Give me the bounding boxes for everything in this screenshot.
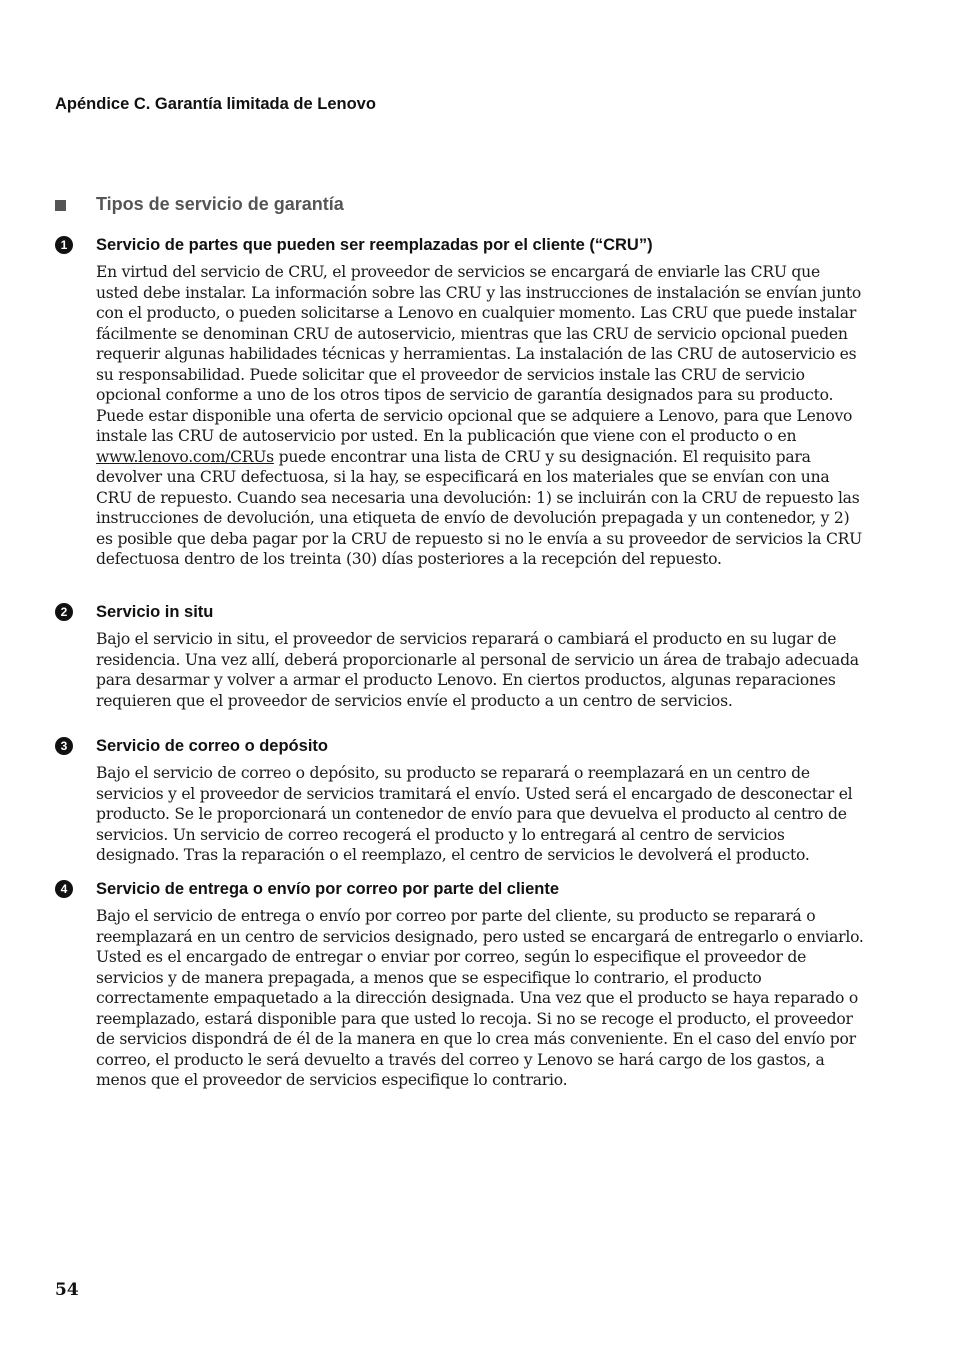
item-body: Bajo el servicio de entrega o envío por correo por parte del cliente, su producto se reparará o reemplazará en un centro de servicios designado, pero usted se encargará de entregarlo o enviarlo. Usted es el encargado de entregar o enviar por correo, según lo especifique el proveedor de servicios y de manera prepagada, a menos que se especifique lo contrario, el producto correctamente empaquetado a la dirección designada. Una vez que el producto se haya reparado o reemplazado, estará disponible para que usted lo recoja. Si no se recoge el producto, el proveedor de servicios dispondrá de él de la manera en que lo crea más conveniente. En el caso del envío por correo, el producto le será devuelto a través del correo y Lenovo se hará cargo de los gastos, a menos que el proveedor de servicios especifique lo contrario. (96, 907, 864, 1089)
item-title (60, 878, 866, 900)
service-item-cru (60, 234, 866, 570)
service-item-mail-depot (60, 735, 866, 866)
number-4-icon: 4 (55, 880, 73, 898)
number-3-icon: 3 (55, 737, 73, 755)
page-number: 54 (55, 1280, 79, 1300)
body-text-part: En virtud del servicio de CRU, el proveedor de servicios se encargará de enviarle las CRU que usted debe instalar. La información sobre las CRU y las instrucciones de instalación se envían junto con el producto, o pueden solicitarse a Lenovo en cualquier momento. Las CRU que puede instalar fácilmente se denominan CRU de autoservicio, mientras que las CRU de servicio opcional pueden requerir algunas habilidades técnicas y herramientas. La instalación de las CRU de autoservicio es su responsabilidad. Puede solicitar que el proveedor de servicios instale las CRU de servicio opcional conforme a uno de los otros tipos de servicio de garantía designados para su producto. Puede estar disponible una oferta de servicio opcional que se adquiere a Lenovo, para que Lenovo instale las CRU de autoservicio por usted. En la publicación que viene con el producto o en (96, 263, 862, 445)
service-item-customer-carry-in (60, 878, 866, 1091)
number-1-icon: 1 (55, 236, 73, 254)
item-title-text: Servicio de correo o depósito (96, 737, 328, 755)
item-title-text: Servicio in situ (96, 603, 214, 621)
body-text-part: puede encontrar una lista de CRU y su designación. El requisito para devolver una CRU defectuosa, si la hay, se especificará en los materiales que se envían con una CRU de repuesto. Cuando sea necesaria una devolución: 1) se incluirán con la CRU de repuesto las instrucciones de devolución, una etiqueta de envío de devolución prepagada y un contenedor, y 2) es posible que deba pagar por la CRU de repuesto si no le envía a su proveedor de servicios la CRU defectuosa dentro de los treinta (30) días posteriores a la recepción del repuesto. (96, 447, 863, 568)
item-body: Bajo el servicio in situ, el proveedor de servicios reparará o cambiará el producto en su lugar de residencia. Una vez allí, deberá proporcionarle al personal de servicio un área de trabajo adecuada para desarmar y volver a armar el producto Lenovo. En ciertos productos, algunas reparaciones requieren que el proveedor de servicios envíe el producto a un centro de servicios. (96, 630, 859, 710)
item-title-text: Servicio de entrega o envío por correo por parte del cliente (96, 880, 560, 898)
section-heading (55, 194, 344, 215)
square-bullet-icon (55, 200, 66, 211)
cru-link[interactable]: www.lenovo.com/CRUs (96, 447, 274, 466)
item-body: Bajo el servicio de correo o depósito, su producto se reparará o reemplazará en un centro de servicios y el proveedor de servicios tramitará el envío. Usted será el encargado de desconectar el producto. Se le proporcionará un contenedor de envío para que devuelva el producto al centro de servicios. Un servicio de correo recogerá el producto y lo entregará al centro de servicios designado. Tras la reparación o el reemplazo, el centro de servicios le devolverá el producto. (96, 764, 853, 864)
item-body (96, 262, 866, 570)
section-heading-text: Tipos de servicio de garantía (96, 194, 344, 214)
service-item-onsite (60, 601, 866, 711)
item-title-text: Servicio de partes que pueden ser reemplazadas por el cliente (“CRU”) (96, 236, 653, 254)
item-title (60, 601, 866, 623)
item-title (60, 234, 866, 256)
running-header: Apéndice C. Garantía limitada de Lenovo (55, 95, 376, 113)
number-2-icon: 2 (55, 603, 73, 621)
item-title (60, 735, 866, 757)
